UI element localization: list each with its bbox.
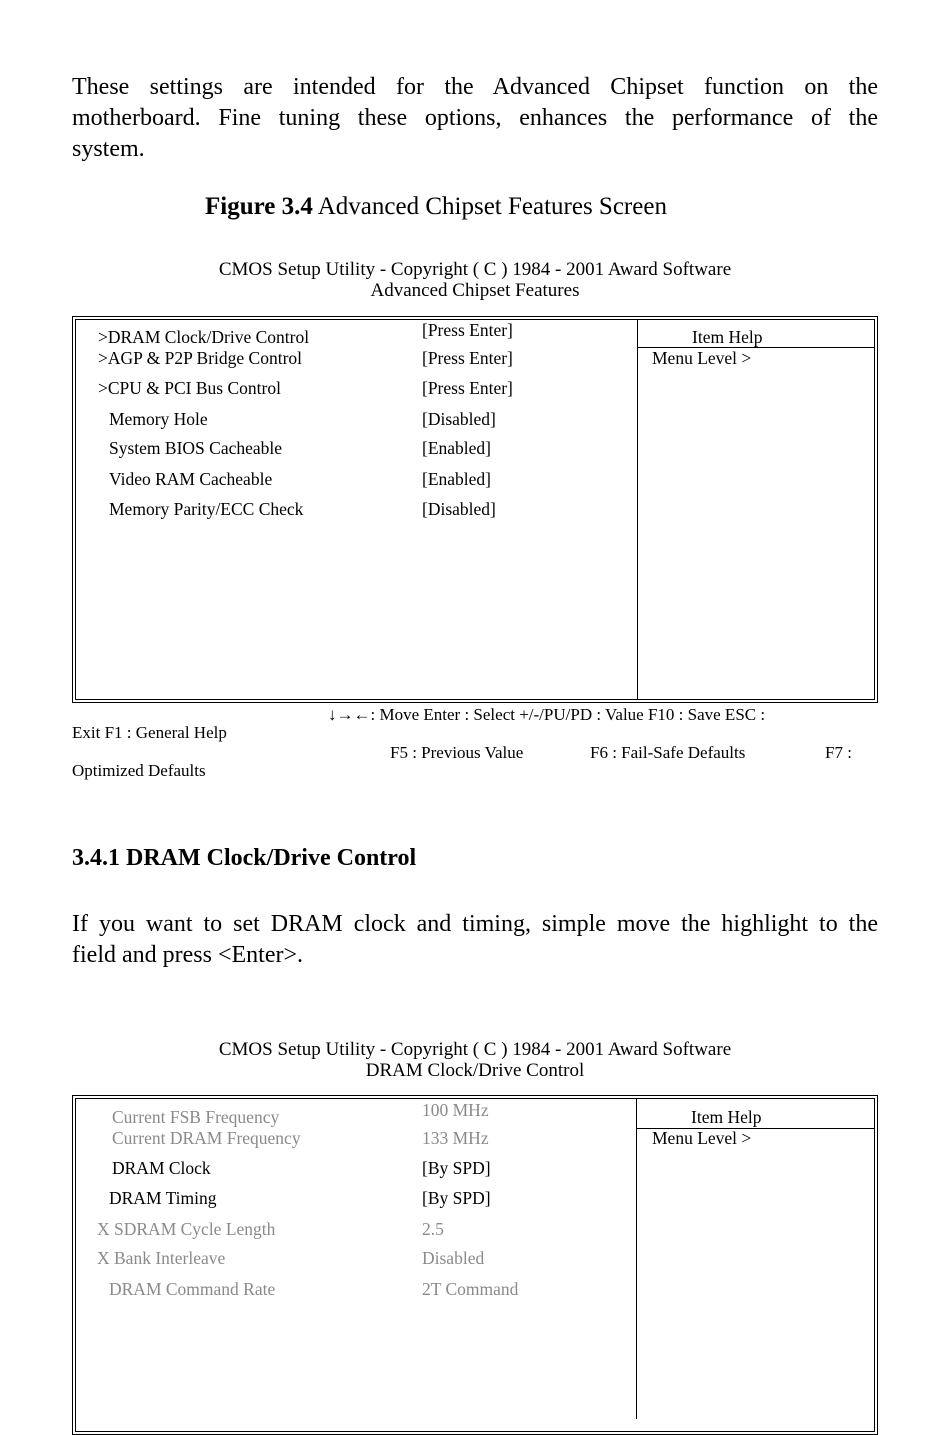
menu-item-cpu-pci-bus-control[interactable]: >CPU & PCI Bus Control: [98, 378, 281, 398]
intro-line-2: motherboard. Fine tuning these options, enhances the performance of the: [72, 105, 878, 131]
setting-memory-hole[interactable]: Memory Hole: [109, 409, 208, 429]
figure-title: Advanced Chipset Features Screen: [317, 193, 667, 220]
menu-item-dram-clock-drive-control[interactable]: >DRAM Clock/Drive Control: [98, 327, 310, 347]
figure-label: Figure 3.4: [205, 193, 313, 220]
value-dram-clock[interactable]: [By SPD]: [422, 1158, 491, 1178]
screen2-header-line1: CMOS Setup Utility - Copyright ( C ) 1984 - 2001 Award Software: [218, 1039, 732, 1060]
info-current-fsb-frequency: Current FSB Frequency: [112, 1107, 280, 1127]
setting-memory-parity-ecc-check[interactable]: Memory Parity/ECC Check: [109, 499, 304, 519]
help-title: Item Help: [692, 327, 763, 347]
intro-line-3: system.: [72, 136, 145, 162]
setting-sdram-cycle-length: X SDRAM Cycle Length: [97, 1219, 276, 1239]
setting-dram-clock[interactable]: DRAM Clock: [112, 1158, 211, 1178]
screen1-header-line2: Advanced Chipset Features: [370, 280, 580, 301]
section-body-line-2: field and press <Enter>.: [72, 942, 303, 968]
value-dram-timing[interactable]: [By SPD]: [422, 1188, 491, 1208]
value-agp-p2p-bridge-control[interactable]: [Press Enter]: [422, 348, 513, 368]
screen1-header-line1: CMOS Setup Utility - Copyright ( C ) 1984 - 2001 Award Software: [218, 259, 732, 280]
screen2-header-line2: DRAM Clock/Drive Control: [365, 1060, 585, 1081]
section-heading: 3.4.1 DRAM Clock/Drive Control: [72, 845, 417, 871]
value-current-dram-frequency: 133 MHz: [422, 1128, 489, 1148]
info-current-dram-frequency: Current DRAM Frequency: [112, 1128, 301, 1148]
value-system-bios-cacheable[interactable]: [Enabled]: [422, 438, 491, 458]
value-sdram-cycle-length: 2.5: [422, 1219, 444, 1239]
value-dram-command-rate: 2T Command: [422, 1279, 519, 1299]
value-dram-clock-drive-control[interactable]: [Press Enter]: [422, 320, 513, 340]
footer-keys-line2: Exit F1 : General Help: [72, 723, 227, 742]
intro-line-1: These settings are intended for the Advanced Chipset function on the: [72, 74, 878, 100]
setting-system-bios-cacheable[interactable]: System BIOS Cacheable: [109, 438, 283, 458]
value-memory-parity-ecc-check[interactable]: [Disabled]: [422, 499, 496, 519]
setting-dram-timing[interactable]: DRAM Timing: [109, 1188, 217, 1208]
menu-level: Menu Level >: [652, 348, 752, 368]
help-panel-divider: [637, 320, 638, 699]
help-panel-divider-2: [636, 1099, 637, 1419]
value-video-ram-cacheable[interactable]: [Enabled]: [422, 469, 491, 489]
footer-keys-line1: ↓→←: Move Enter : Select +/-/PU/PD : Value F10 : Save ESC :: [328, 705, 766, 724]
help-title-2: Item Help: [691, 1107, 762, 1127]
setting-video-ram-cacheable[interactable]: Video RAM Cacheable: [109, 469, 273, 489]
value-bank-interleave: Disabled: [422, 1248, 485, 1268]
setting-dram-command-rate: DRAM Command Rate: [109, 1279, 276, 1299]
value-memory-hole[interactable]: [Disabled]: [422, 409, 496, 429]
footer-f7: F7 :: [825, 743, 852, 762]
figure-caption: [205, 193, 667, 221]
footer-keys-line4: Optimized Defaults: [72, 761, 206, 780]
setting-bank-interleave: X Bank Interleave: [97, 1248, 226, 1268]
menu-level-2: Menu Level >: [652, 1128, 752, 1148]
footer-f6: F6 : Fail-Safe Defaults: [590, 743, 746, 762]
menu-item-agp-p2p-bridge-control[interactable]: >AGP & P2P Bridge Control: [98, 348, 303, 368]
value-cpu-pci-bus-control[interactable]: [Press Enter]: [422, 378, 513, 398]
value-current-fsb-frequency: 100 MHz: [422, 1100, 489, 1120]
section-body-line-1: If you want to set DRAM clock and timing, simple move the highlight to the: [72, 911, 878, 937]
footer-f5: F5 : Previous Value: [390, 743, 524, 762]
